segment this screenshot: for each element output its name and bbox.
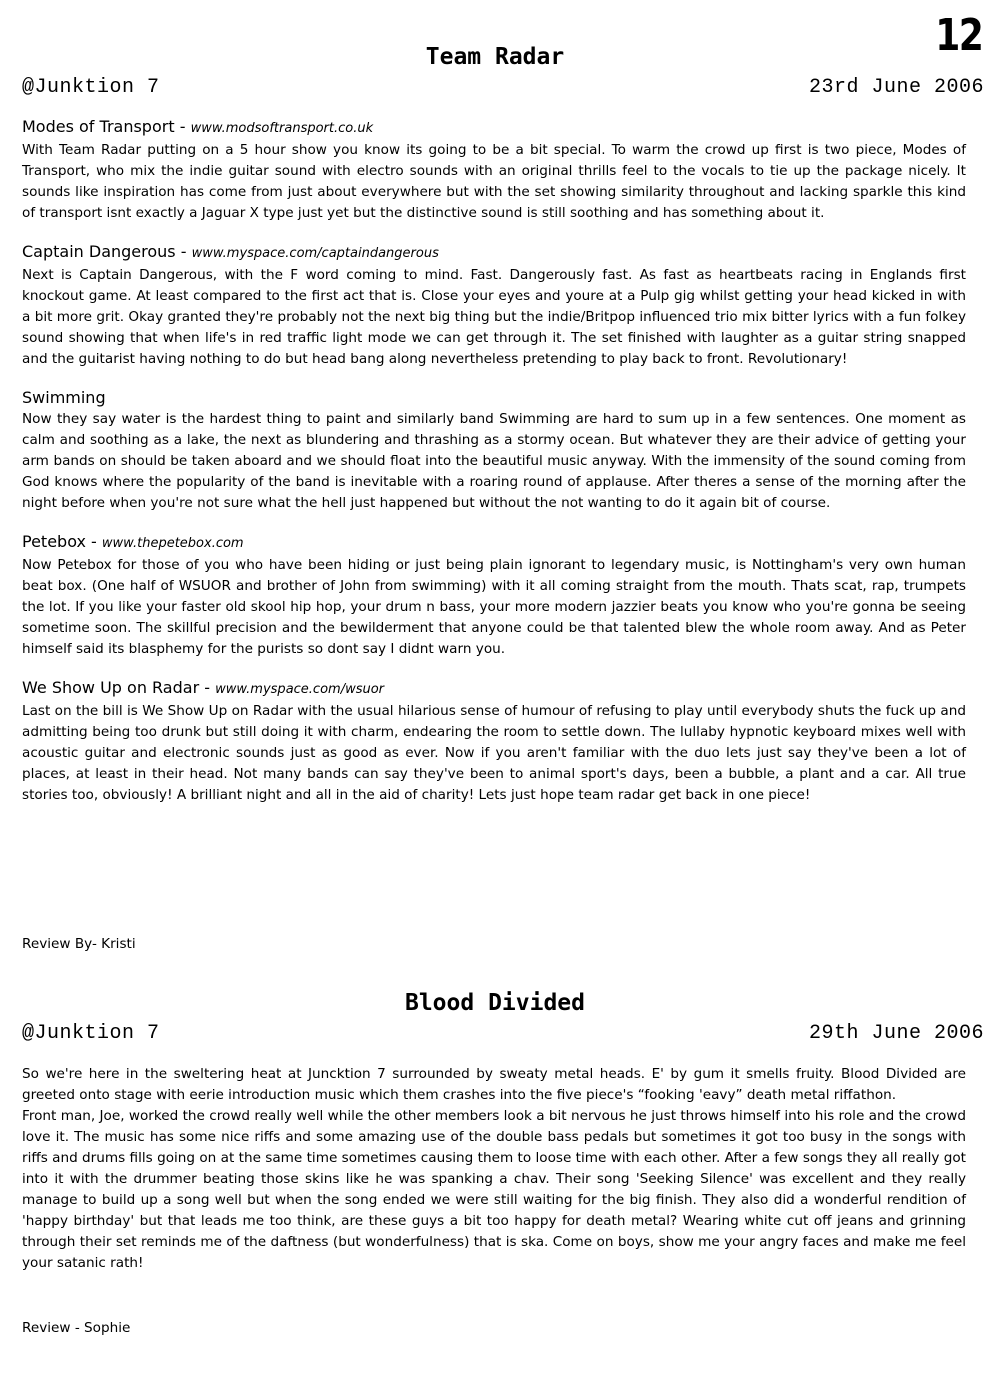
review-credit-kristi: Review By- Kristi [22, 936, 136, 952]
review-paragraph: So we're here in the sweltering heat at Juncktion 7 surrounded by sweaty metal heads. E' by gum it smells fruity. Blood Divided are greeted onto stage with eerie introduction music which them crashes into the five piece's “fooking 'eavy” death metal riffathon. [22, 1066, 966, 1103]
band-review-text: Now Petebox for those of you who have been hiding or just being plain ignorant to legendary music, is Nottingham's very own human beat box. (One half of WSUOR and brother of John from swimming) with it all coming straight from the mouth. Thats scat, rap, trumpets the lot. If you like your faster old skool hip hop, your drum n bass, your more modern jazzier beats you know who you're gonna be seeing sometime soon. The skillful precision and the bewilderment that anyone could be that talented blew the whole room away. And as Peter himself said its blasphemy for the purists so dont say I didnt warn you. [22, 557, 966, 657]
review-body-blood-divided [22, 1064, 966, 1274]
band-name: Petebox [22, 532, 86, 551]
band-section-modes-of-transport [22, 116, 966, 224]
band-heading [22, 387, 966, 409]
band-url: www.modsoftransport.co.uk [190, 121, 374, 136]
review-paragraph: Front man, Joe, worked the crowd really well while the other members look a bit nervous he just throws himself into his role and the crowd love it. The music has some nice riffs and some amazing use of the double bass pedals but sometimes it got too busy in the songs with riffs and drums fills going on at the same time sometimes causing them to loose time with each other. After a few songs they all really got into it with the drummer beating those skins like he was spanking a chav. Their song 'Seeking Silence' was excellent and they really manage to build up a song well but when the song ended we were still waiting for the big finish. They also did a wonderful rendition of 'happy birthday' but that leads me too think, are these guys a bit too happy for death metal? Wearing white cut off jeans and grinning through their set reminds me of the daftness (but wonderfulness) that is ska. Come on boys, show me your angry faces and make me feel your satanic rath! [22, 1108, 966, 1271]
band-review-text: Now they say water is the hardest thing to paint and similarly band Swimming are hard to sum up in a few sentences. One moment as calm and soothing as a lake, the next as blundering and thrashing as a stormy ocean. But whatever they are their advice of getting your arm bands on should be taken aboard and we should float into the beautiful music anyway. With the immensity of the sound coming from God knows where the popularity of the band is inevitable with a roaring round of applause. After theres a sense of the morning after the night before when you're not sure what the hell just happened but without the not wanting to do it again bit of course. [22, 411, 966, 511]
band-url: www.thepetebox.com [101, 536, 244, 551]
band-section-swimming [22, 387, 966, 514]
band-name: We Show Up on Radar [22, 678, 200, 697]
review-title-team-radar: Team Radar [425, 44, 565, 70]
band-heading [22, 531, 966, 555]
band-review-text: Last on the bill is We Show Up on Radar with the usual hilarious sense of humour of refusing to play until everybody shuts the fuck up and admitting being too drunk but still doing it with charm, endearing the room to settle down. The lullaby hypnotic keyboard mixes well with acoustic guitar and electronic sounds just as good as ever. Now if you aren't familiar with the duo lets just say they've been a lot of places, at least in their head. Not many bands can say they've been to animal sport's days, been a bubble, a plant and a car. All true stories too, obviously! A brilliant night and all in the aid of charity! Lets just hope team radar get back in one piece! [22, 703, 966, 803]
band-review-text: Next is Captain Dangerous, with the F word coming to mind. Fast. Dangerously fast. As fast as heartbeats racing in Englands first knockout game. At least compared to the first act that is. Close your eyes and youre at a Pulp gig whilst getting your head kicked in with a bit more grit. Okay granted they're probably not the next big thing but the indie/Britpop influenced trio mix bitter lyrics with a fun folkey sound showing that when life's in red traffic light mode we can get through it. The set finished with laughter as a guitar string snapped and the guitarist having nothing to do but head bang along nevertheless pretending to play back to front. Revolutionary! [22, 267, 966, 367]
band-heading [22, 241, 966, 265]
band-separator: - [199, 678, 216, 697]
band-separator: - [174, 117, 191, 136]
page-number: 12 [935, 10, 982, 61]
band-separator: - [175, 242, 192, 261]
band-review-text: With Team Radar putting on a 5 hour show you know its going to be a bit special. To warm the crowd up first is two piece, Modes of Transport, who mix the indie guitar sound with electro sounds with an original thrills feel to the vocals to tie up the package nicely. It sounds like inspiration has come from just about everywhere but with the set showing similarity throughout and lacking sparkle this kind of transport isnt exactly a Jaguar X type just yet but the distinctive sound is still soothing and has something about it. [22, 142, 966, 221]
date-label: 29th June 2006 [808, 1022, 984, 1045]
date-label: 23rd June 2006 [808, 76, 984, 99]
review-credit-sophie: Review - Sophie [22, 1320, 131, 1336]
band-heading [22, 116, 966, 140]
band-heading [22, 677, 966, 701]
band-section-captain-dangerous [22, 241, 966, 370]
band-section-petebox [22, 531, 966, 660]
band-name: Captain Dangerous [22, 242, 176, 261]
venue-label: @Junktion 7 [22, 76, 160, 99]
band-separator: - [85, 532, 102, 551]
band-name: Swimming [22, 388, 106, 407]
review-title-blood-divided: Blood Divided [404, 990, 585, 1016]
band-url: www.myspace.com/wsuor [215, 682, 385, 697]
venue-label: @Junktion 7 [22, 1022, 160, 1045]
review-body-team-radar [22, 116, 966, 806]
band-section-we-show-up-on-radar [22, 677, 966, 806]
band-url: www.myspace.com/captaindangerous [191, 246, 439, 261]
band-name: Modes of Transport [22, 117, 175, 136]
